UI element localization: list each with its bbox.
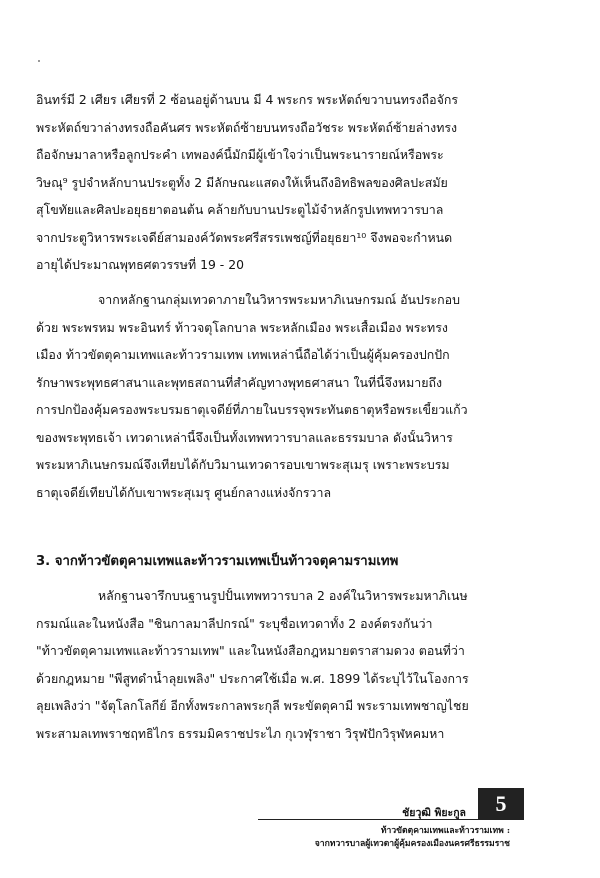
paragraph-line: พระหัตถ์ขวาล่างทรงถือคันศร พระหัตถ์ซ้ายบนทรงถือวัชระ พระหัตถ์ซ้ายล่างทรง xyxy=(36,119,458,135)
margin-mark xyxy=(38,60,40,62)
paragraph-line: กรมณ์และในหนังสือ "ชินกาลมาลีปกรณ์" ระบุชื่อเทวดาทั้ง 2 องค์ตรงกันว่า xyxy=(36,615,433,631)
paragraph-line: ถือจักษมาลาหรือลูกประคำ เทพองค์นี้มักมีผู้เข้าใจว่าเป็นพระนารายณ์หรือพระ xyxy=(36,147,444,162)
paragraph-line: หลักฐานจารึกบนฐานรูปปั้นเทพทวารบาล 2 องค์ในวิหารพระมหาภิเนษ xyxy=(98,588,468,603)
paragraph-line: อินทร์มี 2 เศียร เศียรที่ 2 ซ้อนอยู่ด้านบน มี 4 พระกร พระหัตถ์ขวาบนทรงถือจักร xyxy=(36,92,458,107)
footer-divider xyxy=(258,819,524,820)
paragraph-2 xyxy=(36,292,566,512)
paragraph-line: ลุยเพลิงว่า "จัตุโลกโลกีย์ อีกทั้งพระกาลพระกุลี พระขัตตุคามี พระรามเทพชาญไชย xyxy=(36,698,469,713)
paragraph-line: "ท้าวขัตตุคามเทพและท้าวรามเทพ" และในหนังสือกฎหมายตราสามดวง ตอนที่ว่า xyxy=(36,643,465,658)
paragraph-1 xyxy=(36,92,566,285)
paragraph-line: พระมหาภิเนษกรมณ์จึงเทียบได้กับวิมานเทวดารอบเขาพระสุเมรุ เพราะพระบรม xyxy=(36,457,450,472)
paragraph-line: วิษณุ⁹ รูปจำหลักบานประตูทั้ง 2 มีลักษณะแสดงให้เห็นถึงอิทธิพลของศิลปะสมัย xyxy=(36,174,448,190)
section-heading: 3. จากท้าวขัตตุคามเทพและท้าวรามเทพเป็นท้าวจตุคามรามเทพ xyxy=(36,554,399,569)
paragraph-line: จากหลักฐานกลุ่มเทวดาภายในวิหารพระมหาภิเนษกรมณ์ อันประกอบ xyxy=(98,292,460,307)
page-number: 5 xyxy=(478,788,524,820)
section-3-heading-block xyxy=(36,553,566,570)
paragraph-line: ด้วย พระพรหม พระอินทร์ ท้าวจตุโลกบาล พระหลักเมือง พระเสื้อเมือง พระทรง xyxy=(36,319,448,335)
paragraph-line: รักษาพระพุทธศาสนาและพุทธสถานที่สำคัญทางพุทธศาสนา ในที่นี้จึงหมายถึง xyxy=(36,374,443,390)
paragraph-line: ของพระพุทธเจ้า เทวดาเหล่านี้จึงเป็นทั้งเทพทวารบาลและธรรมบาล ดังนั้นวิหาร xyxy=(36,429,453,445)
paragraph-line: เมือง ท้าวขัตตุคามเทพและท้าวรามเทพ เทพเหล่านี้ถือได้ว่าเป็นผู้คุ้มครองปกปัก xyxy=(36,347,450,362)
section-3-body xyxy=(36,588,566,753)
page-footer xyxy=(0,788,600,878)
paragraph-line: ธาตุเจดีย์เทียบได้กับเขาพระสุเมรุ ศูนย์กลางแห่งจักรวาล xyxy=(36,484,332,500)
paragraph-line: สุโขทัยและศิลปะอยุธยาตอนต้น คล้ายกับบานประตูไม้จำหลักรูปเทพทวารบาล xyxy=(36,202,444,217)
paragraph-line: อายุได้ประมาณพุทธศตวรรษที่ 19 - 20 xyxy=(36,257,244,272)
paragraph-line: การปกป้องคุ้มครองพระบรมธาตุเจดีย์ที่ภายในบรรจุพระทันตธาตุหรือพระเขี้ยวแก้ว xyxy=(36,402,468,417)
footer-subtitle-1: ท้าวขัตตุคามเทพและท้าวรามเทพ : xyxy=(380,826,510,836)
author-name: ชัยวุฒิ พิยะกูล xyxy=(402,807,466,819)
footer-subtitle-2: จากทวารบาลผู้เทวดาผู้คุ้มครองเมืองนครศรีธรรมราช xyxy=(314,839,510,849)
paragraph-line: ด้วยกฎหมาย "พีสูทดำน้ำลุยเพลิง" ประกาศใช้เมื่อ พ.ศ. 1899 ได้ระบุไว้ในโองการ xyxy=(36,670,469,686)
paragraph-line: จากประตูวิหารพระเจดีย์สามองค์วัดพระศรีสรรเพชญ์ที่อยุธยา¹⁰ จึงพอจะกำหนด xyxy=(36,229,453,245)
paragraph-line: พระสามลเทพราชฤทธิไกร ธรรมมิคราชประไภ กุเวฬุราชา วิรุฬปักวิรุฬหคมหา xyxy=(36,725,445,741)
